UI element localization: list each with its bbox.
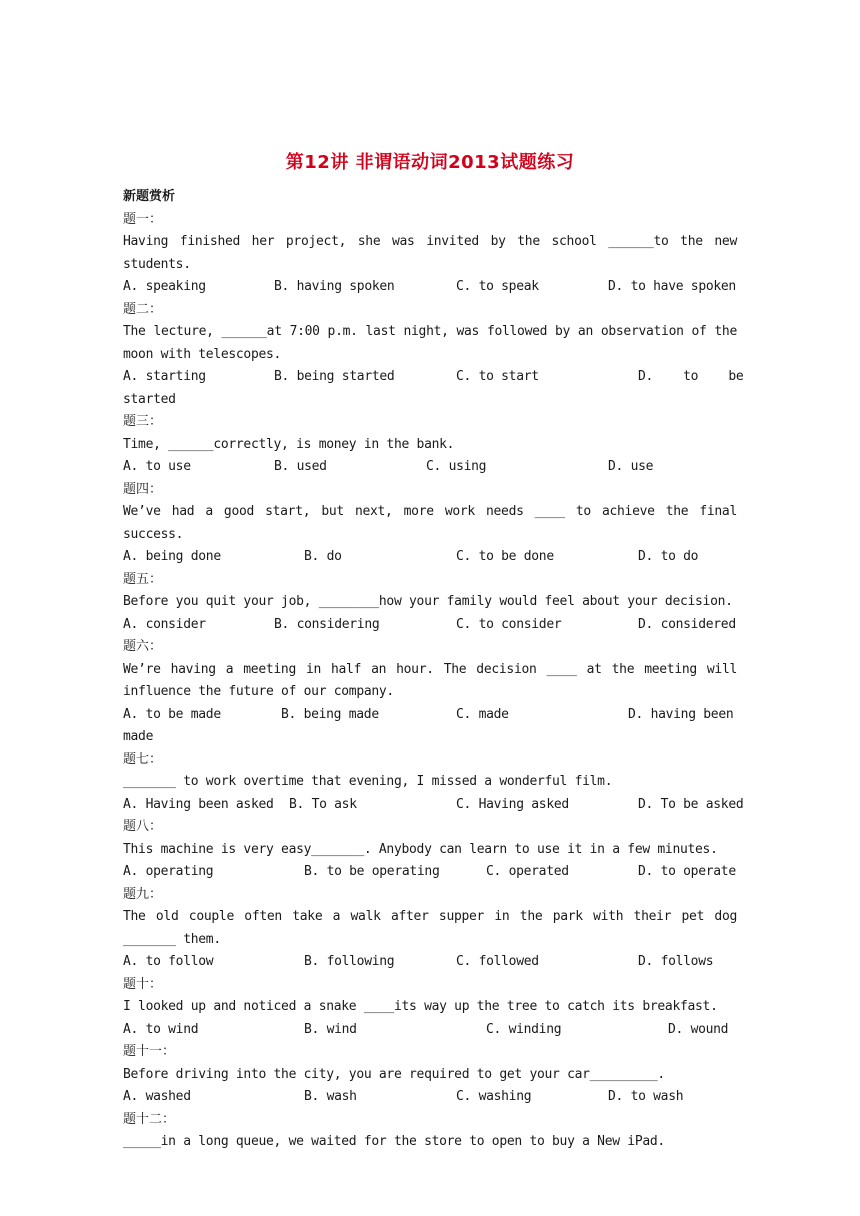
document-body bbox=[123, 186, 744, 1154]
question-stem: Before you quit your job, ________how your family would feel about your decision. bbox=[123, 594, 733, 609]
option-b: B. do bbox=[304, 549, 342, 564]
option-a: A. to use bbox=[123, 459, 191, 474]
option-c: C. to consider bbox=[456, 616, 562, 632]
option-a: A. to wind bbox=[123, 1021, 199, 1037]
page-title: 第12讲 非谓语动词2013试题练习 bbox=[285, 152, 575, 173]
question-label: 题十一： bbox=[123, 1044, 176, 1059]
option-b: B. following bbox=[304, 954, 395, 969]
question-label: 题三： bbox=[123, 414, 163, 429]
question-stem: We’ve had a good start, but next, more work needs ____ to achieve the final success. bbox=[123, 504, 737, 542]
option-b: B. having spoken bbox=[274, 279, 395, 294]
options-row bbox=[123, 704, 737, 749]
option-d: D. to do bbox=[638, 549, 699, 564]
question bbox=[123, 1041, 737, 1109]
option-d: D. follows bbox=[638, 954, 714, 969]
option-c: C. washing bbox=[456, 1089, 532, 1104]
option-a: A. washed bbox=[123, 1089, 191, 1104]
question-stem: _____in a long queue, we waited for the store to open to buy a New iPad. bbox=[123, 1134, 665, 1149]
options-row bbox=[123, 1019, 737, 1042]
options-row bbox=[123, 546, 737, 569]
question bbox=[123, 569, 737, 637]
question-label: 题十： bbox=[123, 976, 163, 992]
question-label: 题十二： bbox=[123, 1111, 176, 1127]
option-a: A. consider bbox=[123, 616, 206, 632]
option-b: B. wind bbox=[304, 1021, 357, 1037]
question-label: 题四： bbox=[123, 481, 163, 497]
option-b: B. used bbox=[274, 459, 327, 474]
option-d: D. to operate bbox=[638, 864, 736, 879]
question-stem: This machine is very easy_______. Anybody can learn to use it in a few minutes. bbox=[123, 841, 718, 857]
option-c: C. to speak bbox=[456, 279, 539, 294]
question-stem: The old couple often take a walk after supper in the park with their pet dog _______ them. bbox=[123, 909, 737, 947]
question-label: 题二： bbox=[123, 301, 163, 317]
option-d: D. wound bbox=[668, 1021, 729, 1037]
option-d: D. To be asked bbox=[638, 796, 744, 812]
question-stem: Before driving into the city, you are required to get your car_________. bbox=[123, 1066, 665, 1082]
question-stem: I looked up and noticed a snake ____its way up the tree to catch its breakfast. bbox=[123, 999, 718, 1014]
question-label: 题六： bbox=[123, 639, 163, 654]
question bbox=[123, 636, 737, 749]
option-a: A. starting bbox=[123, 369, 206, 384]
question-label: 题七： bbox=[123, 751, 163, 767]
option-b: B. To ask bbox=[289, 796, 357, 812]
option-d: D. to wash bbox=[608, 1089, 684, 1104]
options-row bbox=[123, 1086, 737, 1109]
question-stem: Having finished her project, she was invited by the school ______to the new students. bbox=[123, 234, 737, 272]
options-row bbox=[123, 366, 744, 411]
option-d-continuation: made bbox=[123, 729, 154, 744]
question bbox=[123, 816, 737, 884]
option-c: C. followed bbox=[456, 954, 539, 969]
question bbox=[123, 1109, 737, 1154]
options-row bbox=[123, 276, 737, 299]
options-row bbox=[123, 951, 737, 974]
question bbox=[123, 209, 737, 299]
options-row bbox=[123, 861, 737, 884]
option-b: B. considering bbox=[274, 616, 380, 632]
option-b: B. to be operating bbox=[304, 864, 440, 879]
option-b: B. being started bbox=[274, 369, 395, 384]
option-d: D. to be bbox=[638, 369, 744, 384]
option-d: D. considered bbox=[638, 616, 736, 632]
question bbox=[123, 884, 737, 974]
question-label: 题八： bbox=[123, 819, 163, 834]
option-b: B. being made bbox=[281, 706, 379, 722]
option-d: D. use bbox=[608, 459, 654, 474]
question-stem: _______ to work overtime that evening, I missed a wonderful film. bbox=[123, 774, 613, 789]
option-a: A. being done bbox=[123, 549, 221, 564]
option-a: A. to follow bbox=[123, 954, 214, 969]
question-label: 题五： bbox=[123, 571, 163, 587]
question-stem: We’re having a meeting in half an hour. The decision ____ at the meeting will influence the future of our company. bbox=[123, 661, 737, 699]
options-row bbox=[123, 456, 737, 479]
option-c: C. Having asked bbox=[456, 796, 569, 812]
option-c: C. using bbox=[426, 459, 487, 474]
option-a: A. Having been asked bbox=[123, 796, 274, 812]
option-a: A. speaking bbox=[123, 279, 206, 294]
option-d: D. having been bbox=[628, 706, 734, 722]
option-c: C. operated bbox=[486, 864, 569, 879]
question bbox=[123, 299, 744, 412]
options-row bbox=[123, 794, 744, 817]
option-a: A. operating bbox=[123, 864, 214, 879]
option-c: C. winding bbox=[486, 1021, 562, 1037]
question-label: 题九： bbox=[123, 886, 163, 902]
option-c: C. to be done bbox=[456, 549, 554, 564]
question bbox=[123, 411, 737, 479]
question bbox=[123, 749, 744, 817]
question bbox=[123, 974, 737, 1042]
option-d-continuation: started bbox=[123, 391, 176, 407]
option-a: A. to be made bbox=[123, 706, 221, 722]
question bbox=[123, 479, 737, 569]
question-label: 题一： bbox=[123, 211, 163, 227]
option-c: C. to start bbox=[456, 369, 539, 384]
section-heading: 新题赏析 bbox=[123, 189, 176, 204]
question-stem: Time, ______correctly, is money in the bank. bbox=[123, 436, 455, 452]
option-b: B. wash bbox=[304, 1089, 357, 1104]
options-row bbox=[123, 614, 737, 637]
option-c: C. made bbox=[456, 706, 509, 722]
option-d: D. to have spoken bbox=[608, 279, 736, 294]
question-stem: The lecture, ______at 7:00 p.m. last night, was followed by an observation of the moon with telescopes. bbox=[123, 324, 737, 362]
